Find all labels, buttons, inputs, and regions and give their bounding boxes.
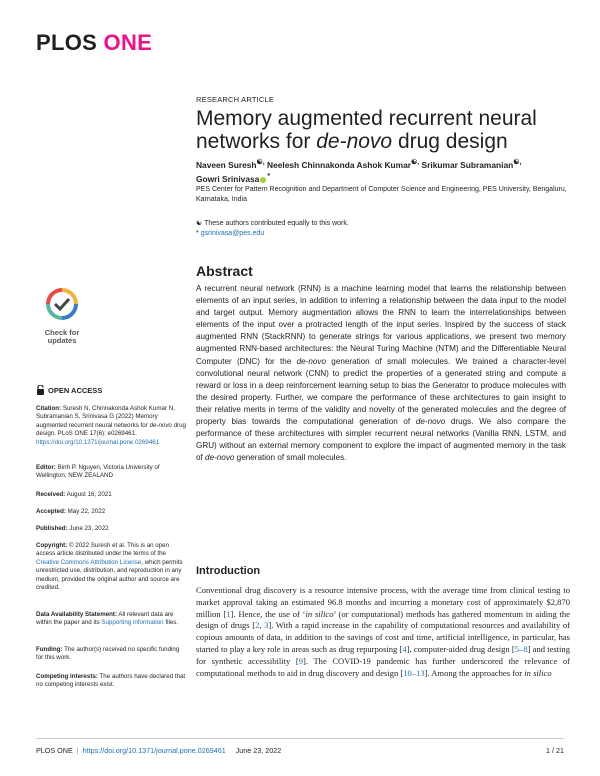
equal-contribution-note: ☯ These authors contributed equally to this work. (196, 220, 349, 227)
footer-doi-link[interactable]: https://doi.org/10.1371/journal.pone.0269461 (82, 746, 226, 755)
page-number: 1 / 21 (546, 746, 564, 755)
license-link[interactable]: Creative Commons Attribution License (36, 558, 142, 566)
abstract-text: A recurrent neural network (RNN) is a machine learning model that learns the relationship between elements of an input series, in addition to inferring a relationship between the data input to the model and target output. Memory augmentation allows the RNN to learn the interrelationships between elements of the input over a protracted length of the input series. Inspired by the success of stack augmented RNN (StackRNN) to generate strings for various applications, we present two memory augmented RNN-based architectures: the Neural Turing Machine (NTM) and the Differentiable Neural Computer (DNC) for the de-novo generation of small molecules. We trained a character-level convolutional neural network (CNN) to predict the properties of a generated string and compute a reward or loss in a deep reinforcement learning setup to bias the Generator to produce molecules with the desired property. Further, we compare the performance of these architectures to gain insight to their relative merits in terms of the validity and novelty of the generated molecules and the degree of property bias towards the computational generation of de-novo drugs. We also compare the performance of these architectures with simpler recurrent neural networks (Vanilla RNN, LSTM, and GRU) without an external memory component to explore the impact of augmented memory in the task of de-novo generation of small molecules. (196, 284, 567, 463)
corresponding-email: * gsrinivasa@pes.edu (196, 229, 265, 237)
orcid-icon[interactable] (260, 177, 266, 183)
introduction-heading: Introduction (196, 565, 261, 577)
abstract-heading: Abstract (196, 263, 253, 279)
article-type: RESEARCH ARTICLE (196, 95, 275, 104)
reference-link[interactable]: 4 (402, 643, 407, 654)
reference-link[interactable]: 5–8 (514, 643, 528, 654)
email-link[interactable]: gsrinivasa@pes.edu (200, 229, 265, 237)
check-updates-icon (36, 284, 88, 324)
reference-link[interactable]: 10–13 (403, 667, 425, 678)
footer-journal: PLOS ONE (36, 746, 73, 755)
journal-logo (36, 30, 152, 56)
author-name[interactable]: Naveen Suresh (196, 159, 257, 170)
author-notes (196, 219, 349, 238)
introduction-text: Conventional drug discovery is a resource intensive process, with the average time from clinical testing to market approval taking an estimated 96.8 months and incurring a monetary cost of approximately $2,870 million [1]. Hence, the use of ‘in silico’ (or computational) methods has gathered momentum in aiding the design of drugs [2, 3]. With a rapid increase in the capability of computational resources and availability of copious amounts of data, in addition to the savings of cost and time, artificial intelligence, in particular, has started to play a key role in areas such as drug repurposing [4], computer-aided drug design [5–8] and testing for synthetic accessibility [9]. The COVID-19 pandemic has further underscored the relevance of computational methods to aid in drug discovery and design [10–13]. Among the approaches for in silico (196, 585, 570, 678)
reference-link[interactable]: 9 (298, 655, 304, 666)
received-date: Received: August 16, 2021 (36, 491, 112, 498)
published-date: Published: June 23, 2022 (36, 525, 109, 532)
reference-link[interactable]: 1 (226, 608, 231, 619)
check-updates-line1: Check for (44, 328, 80, 337)
accepted-date: Accepted: May 22, 2022 (36, 508, 106, 515)
footer-divider (36, 738, 564, 739)
data-availability-block: Data Availability Statement: All relevant data are within the paper and its Supporting information files. (36, 611, 179, 627)
footer: PLOS ONE | https://doi.org/10.1371/journal.pone.0269461 June 23, 2022 (36, 746, 282, 755)
journal-name-one: ONE (103, 30, 153, 55)
footer-date: June 23, 2022 (235, 746, 282, 755)
author-list: Naveen Suresh☯, Neelesh Chinnakonda Ashok Kumar☯, Srikumar Subramanian☯, Gowri Srinivasa * (196, 159, 522, 185)
reference-link[interactable]: 3 (264, 620, 269, 631)
check-for-updates-badge[interactable] (36, 284, 88, 344)
author-name[interactable]: Gowri Srinivasa (196, 174, 260, 185)
citation-doi-link[interactable]: https://doi.org/10.1371/journal.pone.0269461 (36, 438, 160, 446)
funding-block: Funding: The author(s) received no specific funding for this work. (36, 646, 180, 662)
citation-block: Citation: Suresh N, Chinnakonda Ashok Kumar N, Subramanian S, Srinivasa G (2022) Memory augmented recurrent neural networks for de-novo drug design. PLoS ONE 17(6): e0269461. https://doi.org/10.1371/journal.pone.0269461 (36, 405, 186, 446)
journal-name-plos: PLOS (36, 30, 98, 55)
affiliation: PES Center for Pattern Recognition and Department of Computer Science and Engineering, PES University, Bengaluru, Karnataka, India (196, 186, 567, 203)
article-title: Memory augmented recurrent neural networks for de-novo drug design (196, 107, 537, 153)
editor-block: Editor: Binh P. Nguyen, Victoria University of Wellington, NEW ZEALAND (36, 464, 160, 480)
open-lock-icon (36, 385, 45, 395)
author-name[interactable]: Neelesh Chinnakonda Ashok Kumar (267, 159, 412, 170)
supporting-info-link[interactable]: Supporting information (101, 619, 164, 627)
open-access-label: OPEN ACCESS (36, 385, 102, 395)
check-updates-line2: updates (47, 336, 77, 345)
copyright-block: Copyright: © 2022 Suresh et al. This is an open access article distributed under the terms of the Creative Commons Attribution License, which permits unrestricted use, distribution, and reproduction in any medium, provided the original author and source are credited. (36, 542, 183, 592)
reference-link[interactable]: 2 (255, 620, 260, 631)
competing-interests-block: Competing interests: The authors have declared that no competing interests exist. (36, 673, 186, 689)
author-name[interactable]: Srikumar Subramanian (421, 159, 514, 170)
